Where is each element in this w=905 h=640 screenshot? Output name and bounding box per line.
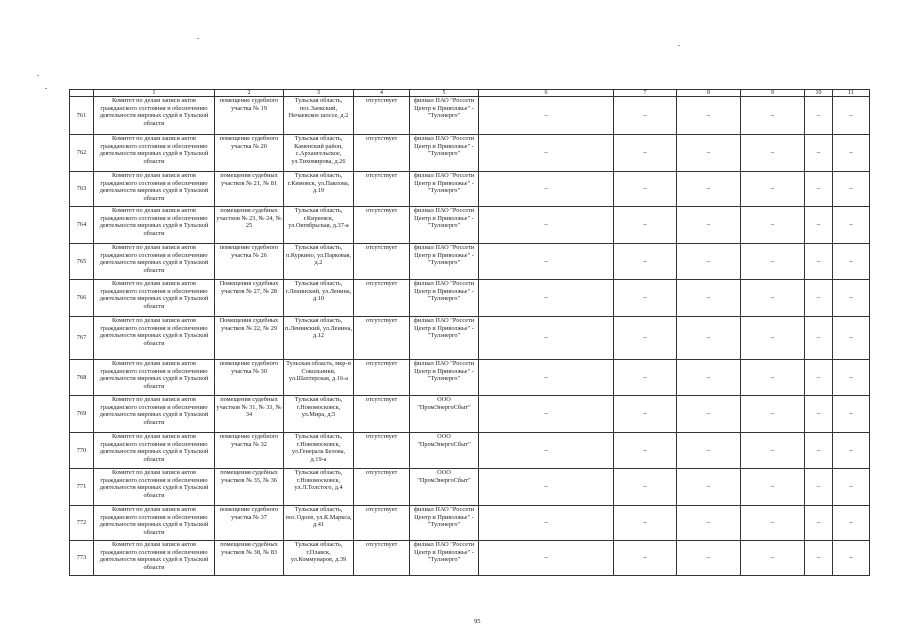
col9-cell: – (741, 396, 805, 433)
table-row (70, 396, 870, 433)
address-cell: Тульская область, п.Куркино, ул.Парковая, д.2 (284, 244, 354, 280)
col11-cell: – (833, 280, 870, 317)
row-number: 771 (70, 469, 94, 506)
col11-cell: – (833, 244, 870, 280)
table-row (70, 317, 870, 360)
row-number: 770 (70, 433, 94, 469)
col9-cell: – (741, 433, 805, 469)
col9-cell: – (741, 506, 805, 541)
col6-cell: – (479, 172, 614, 207)
col6-cell: – (479, 280, 614, 317)
col8-cell: – (677, 541, 741, 576)
col6-cell: – (479, 469, 614, 506)
address-cell: Тульская область, пос.Одоев, ул.К.Маркса, д.41 (284, 506, 354, 541)
operator-cell: филиал ПАО "Россети Центр и Приволжье" - "Тулэнерго" (410, 506, 479, 541)
encumbrance-cell: отсутствует (354, 506, 410, 541)
premises-cell: помещение судебного участка № 32 (215, 433, 284, 469)
operator-cell: филиал ПАО "Россети Центр и Приволжье" - "Тулэнерго" (410, 541, 479, 576)
col7-cell: – (614, 172, 677, 207)
col11-cell: – (833, 541, 870, 576)
owner-cell: Комитет по делам записи актов гражданского состояния и обеспечению деятельности мировых судей в Тульской области (94, 172, 215, 207)
col10-cell: – (805, 360, 833, 396)
premises-cell: помещения судебных участков № 23, № 24, № 25 (215, 207, 284, 244)
table-row (70, 135, 870, 172)
col10-cell: – (805, 396, 833, 433)
owner-cell: Комитет по делам записи актов гражданского состояния и обеспечению деятельности мировых судей в Тульской области (94, 135, 215, 172)
col7-cell: – (614, 317, 677, 360)
col8-cell: – (677, 97, 741, 135)
table-row (70, 172, 870, 207)
address-cell: Тульская область, мкр-н Сокольники, ул.Шахтерская, д.16-а (284, 360, 354, 396)
col8-cell: – (677, 469, 741, 506)
scan-speck (678, 45, 680, 46)
header-cell-empty (70, 90, 94, 97)
col11-cell: – (833, 433, 870, 469)
col8-cell: – (677, 172, 741, 207)
owner-cell: Комитет по делам записи актов гражданского состояния и обеспечению деятельности мировых судей в Тульской области (94, 207, 215, 244)
premises-cell: помещения судебных участков № 35, № 36 (215, 469, 284, 506)
header-cell: 8 (677, 90, 741, 97)
col8-cell: – (677, 317, 741, 360)
address-cell: Тульская область, г.Киреевск, ул.Октябрьская, д.37-а (284, 207, 354, 244)
col10-cell: – (805, 317, 833, 360)
col6-cell: – (479, 97, 614, 135)
col8-cell: – (677, 207, 741, 244)
owner-cell: Комитет по делам записи актов гражданского состояния и обеспечению деятельности мировых судей в Тульской области (94, 541, 215, 576)
owner-cell: Комитет по делам записи актов гражданского состояния и обеспечению деятельности мировых судей в Тульской области (94, 317, 215, 360)
address-cell: Тульская область, г.Новомосковск, ул.Генерала Белова, д.19-а (284, 433, 354, 469)
page-number: 95 (474, 618, 481, 625)
col11-cell: – (833, 506, 870, 541)
col9-cell: – (741, 469, 805, 506)
address-cell: Тульская область, г.Плавск, ул.Коммунаров, д.39 (284, 541, 354, 576)
encumbrance-cell: отсутствует (354, 135, 410, 172)
col10-cell: – (805, 433, 833, 469)
operator-cell: ООО "ПромЭнергоСбыт" (410, 396, 479, 433)
address-cell: Тульская область, г.Новомосковск, ул.Л.Толстого, д.4 (284, 469, 354, 506)
operator-cell: филиал ПАО "Россети Центр и Приволжье" - "Тулэнерго" (410, 97, 479, 135)
premises-cell: помещения судебных участков № 38, № 83 (215, 541, 284, 576)
col10-cell: – (805, 506, 833, 541)
address-cell: Тульская область, г.Ленинский, ул.Ленина, д.10 (284, 280, 354, 317)
encumbrance-cell: отсутствует (354, 396, 410, 433)
header-cell: 11 (833, 90, 870, 97)
owner-cell: Комитет по делам записи актов гражданского состояния и обеспечению деятельности мировых судей в Тульской области (94, 433, 215, 469)
col6-cell: – (479, 317, 614, 360)
row-number: 767 (70, 317, 94, 360)
owner-cell: Комитет по делам записи актов гражданского состояния и обеспечению деятельности мировых судей в Тульской области (94, 244, 215, 280)
col7-cell: – (614, 207, 677, 244)
header-cell: 6 (479, 90, 614, 97)
col10-cell: – (805, 280, 833, 317)
col11-cell: – (833, 469, 870, 506)
encumbrance-cell: отсутствует (354, 433, 410, 469)
operator-cell: филиал ПАО "Россети Центр и Приволжье" - "Тулэнерго" (410, 172, 479, 207)
owner-cell: Комитет по делам записи актов гражданского состояния и обеспечению деятельности мировых судей в Тульской области (94, 506, 215, 541)
col11-cell: – (833, 172, 870, 207)
operator-cell: ООО "ПромЭнергоСбыт" (410, 433, 479, 469)
operator-cell: филиал ПАО "Россети Центр и Приволжье" - "Тулэнерго" (410, 317, 479, 360)
col6-cell: – (479, 541, 614, 576)
col9-cell: – (741, 172, 805, 207)
col6-cell: – (479, 207, 614, 244)
col6-cell: – (479, 396, 614, 433)
col9-cell: – (741, 541, 805, 576)
address-cell: Тульская область, пос.Заокский, Нечаевское шоссе, д.2 (284, 97, 354, 135)
col8-cell: – (677, 433, 741, 469)
col10-cell: – (805, 244, 833, 280)
row-number: 764 (70, 207, 94, 244)
col7-cell: – (614, 396, 677, 433)
operator-cell: филиал ПАО "Россети Центр и Приволжье" - "Тулэнерго" (410, 207, 479, 244)
row-number: 761 (70, 97, 94, 135)
table-row (70, 280, 870, 317)
header-cell: 10 (805, 90, 833, 97)
table-row (70, 469, 870, 506)
encumbrance-cell: отсутствует (354, 317, 410, 360)
premises-cell: помещение судебного участка № 19 (215, 97, 284, 135)
table-row (70, 97, 870, 135)
col6-cell: – (479, 135, 614, 172)
premises-cell: помещение судебного участка № 26 (215, 244, 284, 280)
col9-cell: – (741, 97, 805, 135)
col11-cell: – (833, 97, 870, 135)
premises-cell: помещения судебных участков № 31, № 33, № 34 (215, 396, 284, 433)
col6-cell: – (479, 506, 614, 541)
col7-cell: – (614, 469, 677, 506)
row-number: 763 (70, 172, 94, 207)
col8-cell: – (677, 506, 741, 541)
encumbrance-cell: отсутствует (354, 360, 410, 396)
header-cell: 4 (354, 90, 410, 97)
scan-speck (45, 88, 47, 89)
address-cell: Тульская область, г.Кимовск, ул.Павлова, д.19 (284, 172, 354, 207)
header-cell: 3 (284, 90, 354, 97)
col6-cell: – (479, 360, 614, 396)
operator-cell: филиал ПАО "Россети Центр и Приволжье" - "Тулэнерго" (410, 135, 479, 172)
premises-cell: помещение судебного участка № 37 (215, 506, 284, 541)
header-cell: 1 (94, 90, 215, 97)
col9-cell: – (741, 280, 805, 317)
col7-cell: – (614, 360, 677, 396)
address-cell: Тульская область, г.Новомосковск, ул.Мира, д.5 (284, 396, 354, 433)
col8-cell: – (677, 135, 741, 172)
col11-cell: – (833, 317, 870, 360)
col10-cell: – (805, 541, 833, 576)
table-row (70, 360, 870, 396)
col7-cell: – (614, 506, 677, 541)
col9-cell: – (741, 135, 805, 172)
col11-cell: – (833, 135, 870, 172)
premises-cell: Помещения судебных участков № 27, № 28 (215, 280, 284, 317)
owner-cell: Комитет по делам записи актов гражданского состояния и обеспечению деятельности мировых судей в Тульской области (94, 396, 215, 433)
col10-cell: – (805, 172, 833, 207)
operator-cell: филиал ПАО "Россети Центр и Приволжье" - "Тулэнерго" (410, 280, 479, 317)
row-number: 768 (70, 360, 94, 396)
encumbrance-cell: отсутствует (354, 207, 410, 244)
column-number-row (70, 90, 870, 97)
col10-cell: – (805, 135, 833, 172)
row-number: 769 (70, 396, 94, 433)
col7-cell: – (614, 280, 677, 317)
col10-cell: – (805, 97, 833, 135)
col7-cell: – (614, 135, 677, 172)
encumbrance-cell: отсутствует (354, 541, 410, 576)
col8-cell: – (677, 244, 741, 280)
row-number: 766 (70, 280, 94, 317)
col8-cell: – (677, 396, 741, 433)
col7-cell: – (614, 541, 677, 576)
premises-cell: Помещения судебных участков № 22, № 29 (215, 317, 284, 360)
header-cell: 7 (614, 90, 677, 97)
premises-cell: помещение судебного участка № 30 (215, 360, 284, 396)
table-row (70, 433, 870, 469)
col11-cell: – (833, 396, 870, 433)
col10-cell: – (805, 469, 833, 506)
col7-cell: – (614, 244, 677, 280)
operator-cell: ООО "ПромЭнергоСбыт" (410, 469, 479, 506)
col11-cell: – (833, 360, 870, 396)
col10-cell: – (805, 207, 833, 244)
table-row (70, 541, 870, 576)
premises-cell: помещение судебного участка № 20 (215, 135, 284, 172)
premises-cell: помещения судебных участков № 21, № 81 (215, 172, 284, 207)
table-row (70, 207, 870, 244)
col8-cell: – (677, 280, 741, 317)
col7-cell: – (614, 433, 677, 469)
address-cell: Тульская область, п.Ленинский, ул.Ленина, д.12 (284, 317, 354, 360)
table-row (70, 244, 870, 280)
col9-cell: – (741, 360, 805, 396)
header-cell: 9 (741, 90, 805, 97)
address-cell: Тульская область, Каменский район, с.Архангельское, ул.Тихомирова, д.26 (284, 135, 354, 172)
col7-cell: – (614, 97, 677, 135)
col9-cell: – (741, 244, 805, 280)
row-number: 772 (70, 506, 94, 541)
row-number: 765 (70, 244, 94, 280)
owner-cell: Комитет по делам записи актов гражданского состояния и обеспечению деятельности мировых судей в Тульской области (94, 469, 215, 506)
col6-cell: – (479, 433, 614, 469)
registry-table (69, 89, 870, 576)
col9-cell: – (741, 207, 805, 244)
row-number: 773 (70, 541, 94, 576)
scan-speck (197, 38, 199, 39)
encumbrance-cell: отсутствует (354, 172, 410, 207)
owner-cell: Комитет по делам записи актов гражданского состояния и обеспечению деятельности мировых судей в Тульской области (94, 280, 215, 317)
encumbrance-cell: отсутствует (354, 469, 410, 506)
encumbrance-cell: отсутствует (354, 280, 410, 317)
col6-cell: – (479, 244, 614, 280)
header-cell: 2 (215, 90, 284, 97)
col8-cell: – (677, 360, 741, 396)
operator-cell: филиал ПАО "Россети Центр и Приволжье" - "Тулэнерго" (410, 360, 479, 396)
owner-cell: Комитет по делам записи актов гражданского состояния и обеспечению деятельности мировых судей в Тульской области (94, 360, 215, 396)
row-number: 762 (70, 135, 94, 172)
encumbrance-cell: отсутствует (354, 97, 410, 135)
operator-cell: филиал ПАО "Россети Центр и Приволжье" - "Тулэнерго" (410, 244, 479, 280)
table-body (70, 90, 870, 576)
encumbrance-cell: отсутствует (354, 244, 410, 280)
owner-cell: Комитет по делам записи актов гражданского состояния и обеспечению деятельности мировых судей в Тульской области (94, 97, 215, 135)
table-row (70, 506, 870, 541)
col9-cell: – (741, 317, 805, 360)
header-cell: 5 (410, 90, 479, 97)
col11-cell: – (833, 207, 870, 244)
scan-speck (37, 75, 39, 76)
